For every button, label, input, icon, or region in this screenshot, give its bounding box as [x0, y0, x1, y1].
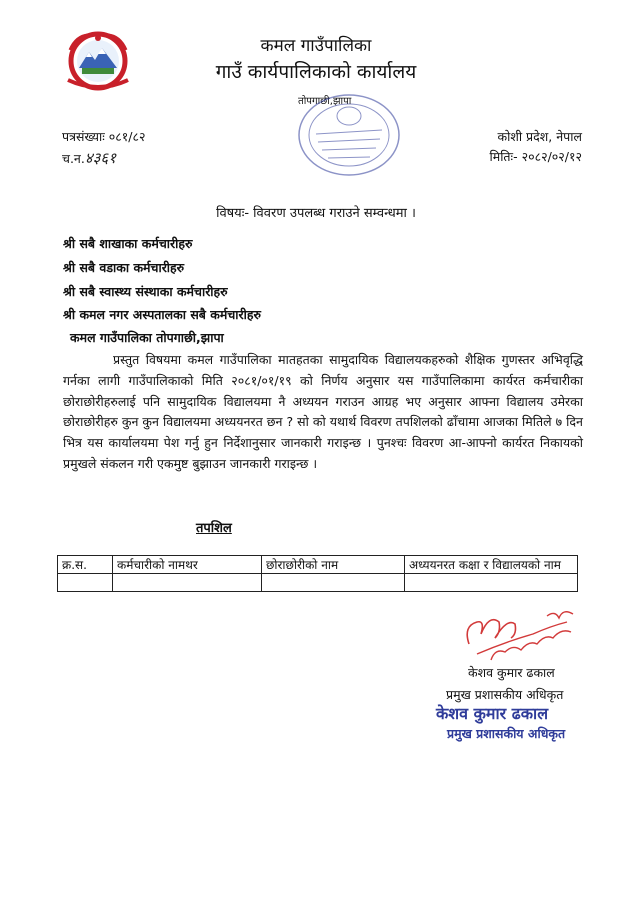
chalani-number: ४३६१: [84, 149, 117, 167]
recipient-line: श्री सबै वडाका कर्मचारीहरु: [63, 260, 185, 275]
signatory-title: प्रमुख प्रशासकीय अधिकृत: [446, 687, 564, 702]
recipient-line: कमल गाउँपालिका तोपगाछी,झापा: [70, 330, 224, 345]
table-row: [58, 574, 578, 592]
province: कोशी प्रदेश, नेपाल: [497, 129, 582, 144]
patra-sankhya: पत्रसंख्याः ०८१/८२: [62, 129, 146, 144]
office-seal-icon: [296, 90, 402, 180]
subject-line: विषयः- विवरण उपलब्ध गराउने सम्वन्धमा ।: [216, 206, 416, 221]
chalani-label: च.न.: [62, 151, 85, 166]
handwritten-signature-icon: [455, 604, 585, 666]
table-cell: [262, 574, 405, 592]
recipient-line: श्री सबै स्वास्थ्य संस्थाका कर्मचारीहरु: [63, 284, 228, 299]
letter-date: मितिः- २०८२/०२/१२: [489, 149, 582, 164]
details-table: [57, 555, 578, 592]
table-header-cell: क्र.स.: [58, 556, 113, 574]
table-header-cell: कर्मचारीको नामथर: [113, 556, 262, 574]
table-cell: [58, 574, 113, 592]
table-cell: [113, 574, 262, 592]
chalani-row: [62, 148, 116, 168]
table-cell: [405, 574, 578, 592]
signatory-stamp-title: प्रमुख प्रशासकीय अधिकृत: [447, 726, 566, 741]
recipient-line: श्री कमल नगर अस्पतालका सबै कर्मचारीहरु: [63, 307, 261, 322]
signatory-stamp-name: केशव कुमार ढकाल: [436, 704, 549, 723]
signatory-name: केशव कुमार ढकाल: [468, 665, 555, 680]
table-title: तपशिल: [196, 521, 232, 536]
org-name: कमल गाउँपालिका: [260, 36, 372, 56]
office-address: तोपगाछी,झापा: [298, 96, 352, 107]
table-header-row: [58, 556, 578, 574]
table-header-cell: अध्ययनरत कक्षा र विद्यालयको नाम: [405, 556, 578, 574]
letter-body: प्रस्तुत विषयमा कमल गाउँपालिका मातहतका सामुदायिक विद्यालयकहरुको शैक्षिक गुणस्तर अभिवृद्धि गर्नका लागी गाउँपालिकाको मिति २०८१/०१/१९ को निर्णय अनुसार यस गाउँपालिकामा कार्यरत कर्मचारीका छोराछोरीहरुलाई पनि सामुदायिक विद्यालयमा नै अध्ययन गराउन आग्रह भए अनुसार आफ्ना विद्यालय उमेरका छोराछोरीहरु कुन कुन विद्यालयमा अध्ययनरत छन ? सो को यथार्थ विवरण तपशिलको ढाँचामा आजका मितिले ७ दिन भित्र यस कार्यालयमा पेश गर्नु हुन निर्देशानुसार जानकारी गराइन्छ । पुनश्चः विवरण आ-आफ्नो कार्यरत निकायको प्रमुखले संकलन गरी एकमुष्ट बुझाउन जानकारी गराइन्छ ।: [63, 352, 583, 471]
recipient-line: श्री सबै शाखाका कर्मचारीहरु: [63, 236, 193, 251]
table-header-cell: छोराछोरीको नाम: [262, 556, 405, 574]
office-name: गाउँ कार्यपालिकाको कार्यालय: [215, 61, 417, 83]
